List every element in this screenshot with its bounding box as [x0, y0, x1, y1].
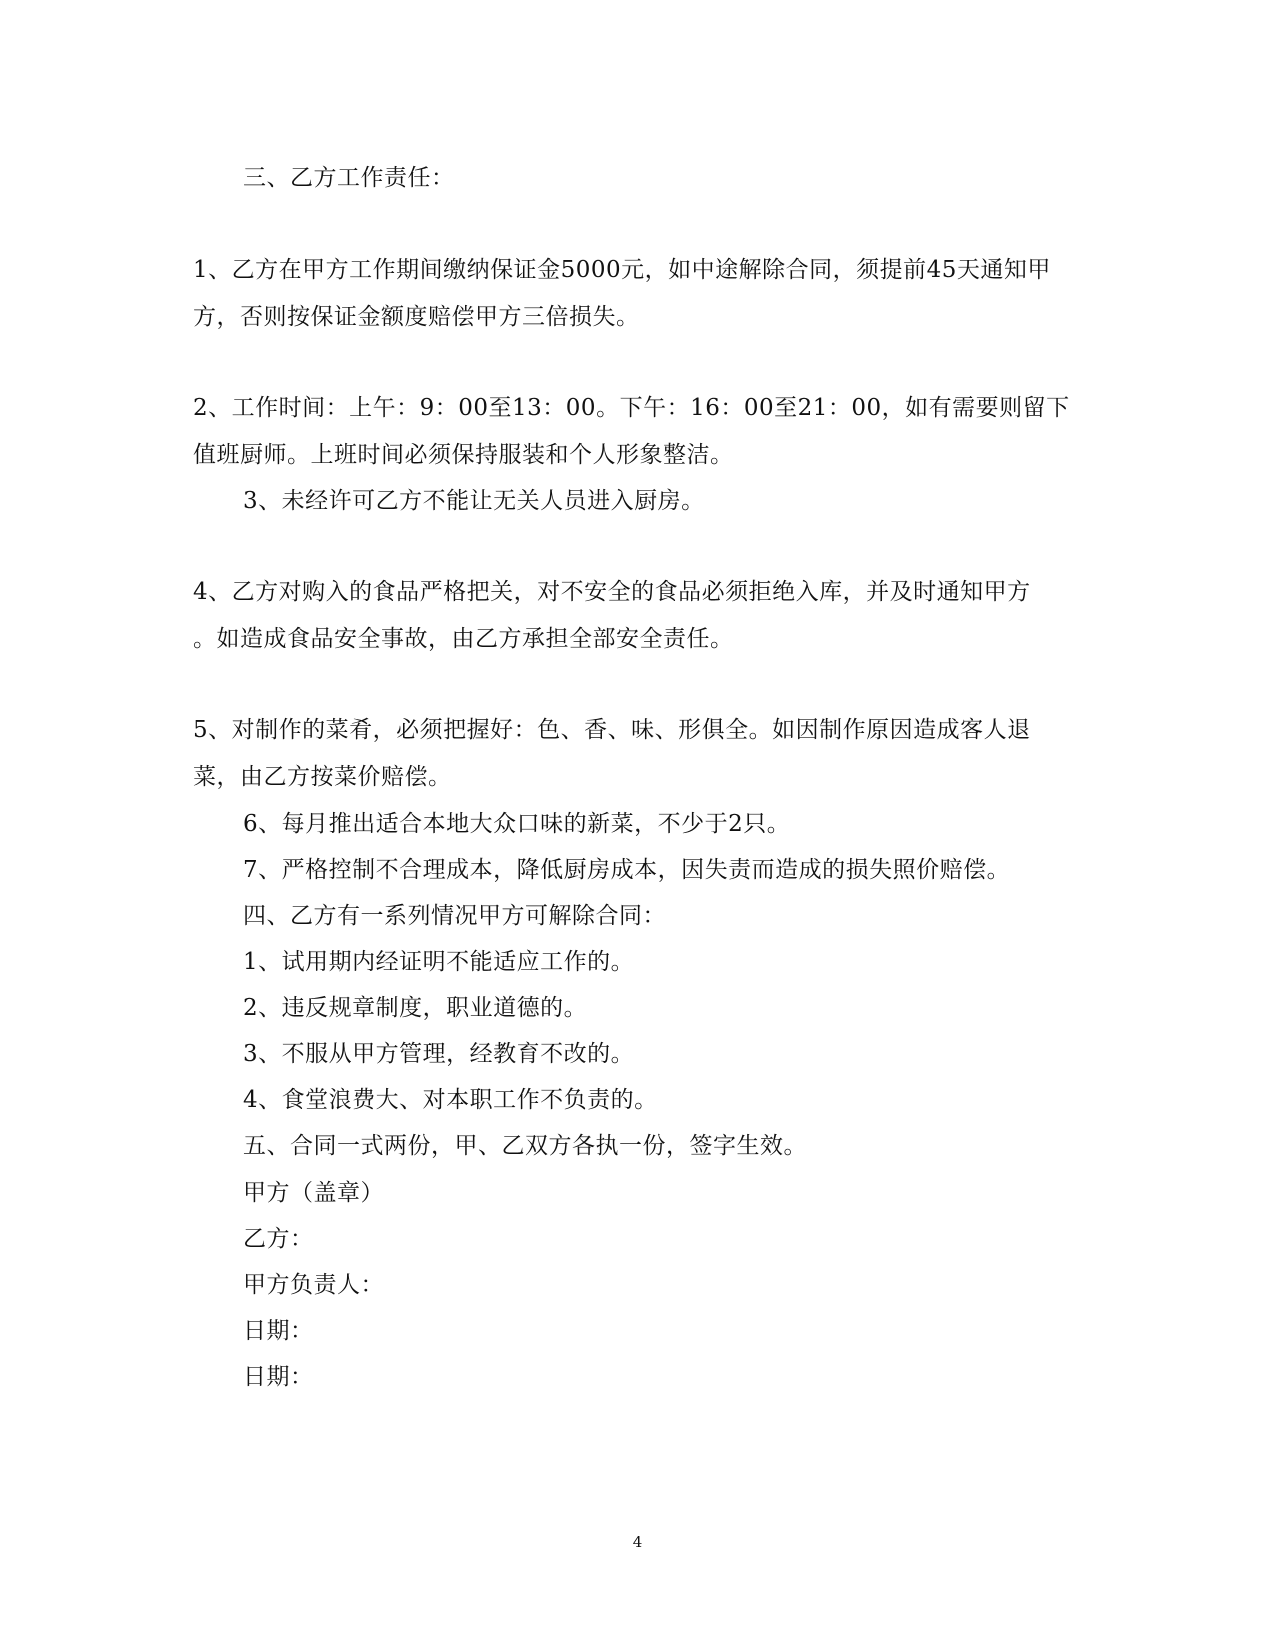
clause-5-line-1: 5、对制作的菜肴，必须把握好：色、香、味、形俱全。如因制作原因造成客人退 [193, 717, 1031, 743]
termination-item-4: 4、食堂浪费大、对本职工作不负责的。 [243, 1087, 658, 1113]
clause-7: 7、严格控制不合理成本，降低厨房成本，因失责而造成的损失照价赔偿。 [243, 857, 1011, 883]
clause-4-line-1: 4、乙方对购入的食品严格把关，对不安全的食品必须拒绝入库，并及时通知甲方 [193, 579, 1031, 605]
section-4-heading: 四、乙方有一系列情况甲方可解除合同： [243, 903, 666, 929]
party-b-label: 乙方： [243, 1226, 314, 1252]
party-a-seal-label: 甲方（盖章） [243, 1180, 384, 1206]
clause-1-line-2: 方，否则按保证金额度赔偿甲方三倍损失。 [193, 304, 640, 330]
clause-3: 3、未经许可乙方不能让无关人员进入厨房。 [243, 488, 705, 514]
party-a-representative-label: 甲方负责人： [243, 1272, 384, 1298]
clause-2-line-2: 值班厨师。上班时间必须保持服装和个人形象整洁。 [193, 442, 734, 468]
clause-1-line-1: 1、乙方在甲方工作期间缴纳保证金5000元，如中途解除合同，须提前45天通知甲 [193, 257, 1051, 283]
termination-item-1: 1、试用期内经证明不能适应工作的。 [243, 949, 635, 975]
date-label-2: 日期： [243, 1364, 314, 1390]
date-label-1: 日期： [243, 1318, 314, 1344]
clause-6: 6、每月推出适合本地大众口味的新菜，不少于2只。 [243, 811, 791, 837]
termination-item-2: 2、违反规章制度，职业道德的。 [243, 995, 588, 1021]
clause-4-line-2: 。如造成食品安全事故，由乙方承担全部安全责任。 [193, 626, 734, 652]
clause-2-line-1: 2、工作时间：上午：9：00至13：00。下午：16：00至21：00，如有需要则留下 [193, 395, 1070, 421]
page-number: 4 [632, 1533, 643, 1551]
clause-5-line-2: 菜，由乙方按菜价赔偿。 [193, 764, 452, 790]
section-5-text: 五、合同一式两份，甲、乙双方各执一份，签字生效。 [243, 1133, 807, 1159]
section-3-heading: 三、乙方工作责任： [243, 165, 455, 191]
termination-item-3: 3、不服从甲方管理，经教育不改的。 [243, 1041, 635, 1067]
